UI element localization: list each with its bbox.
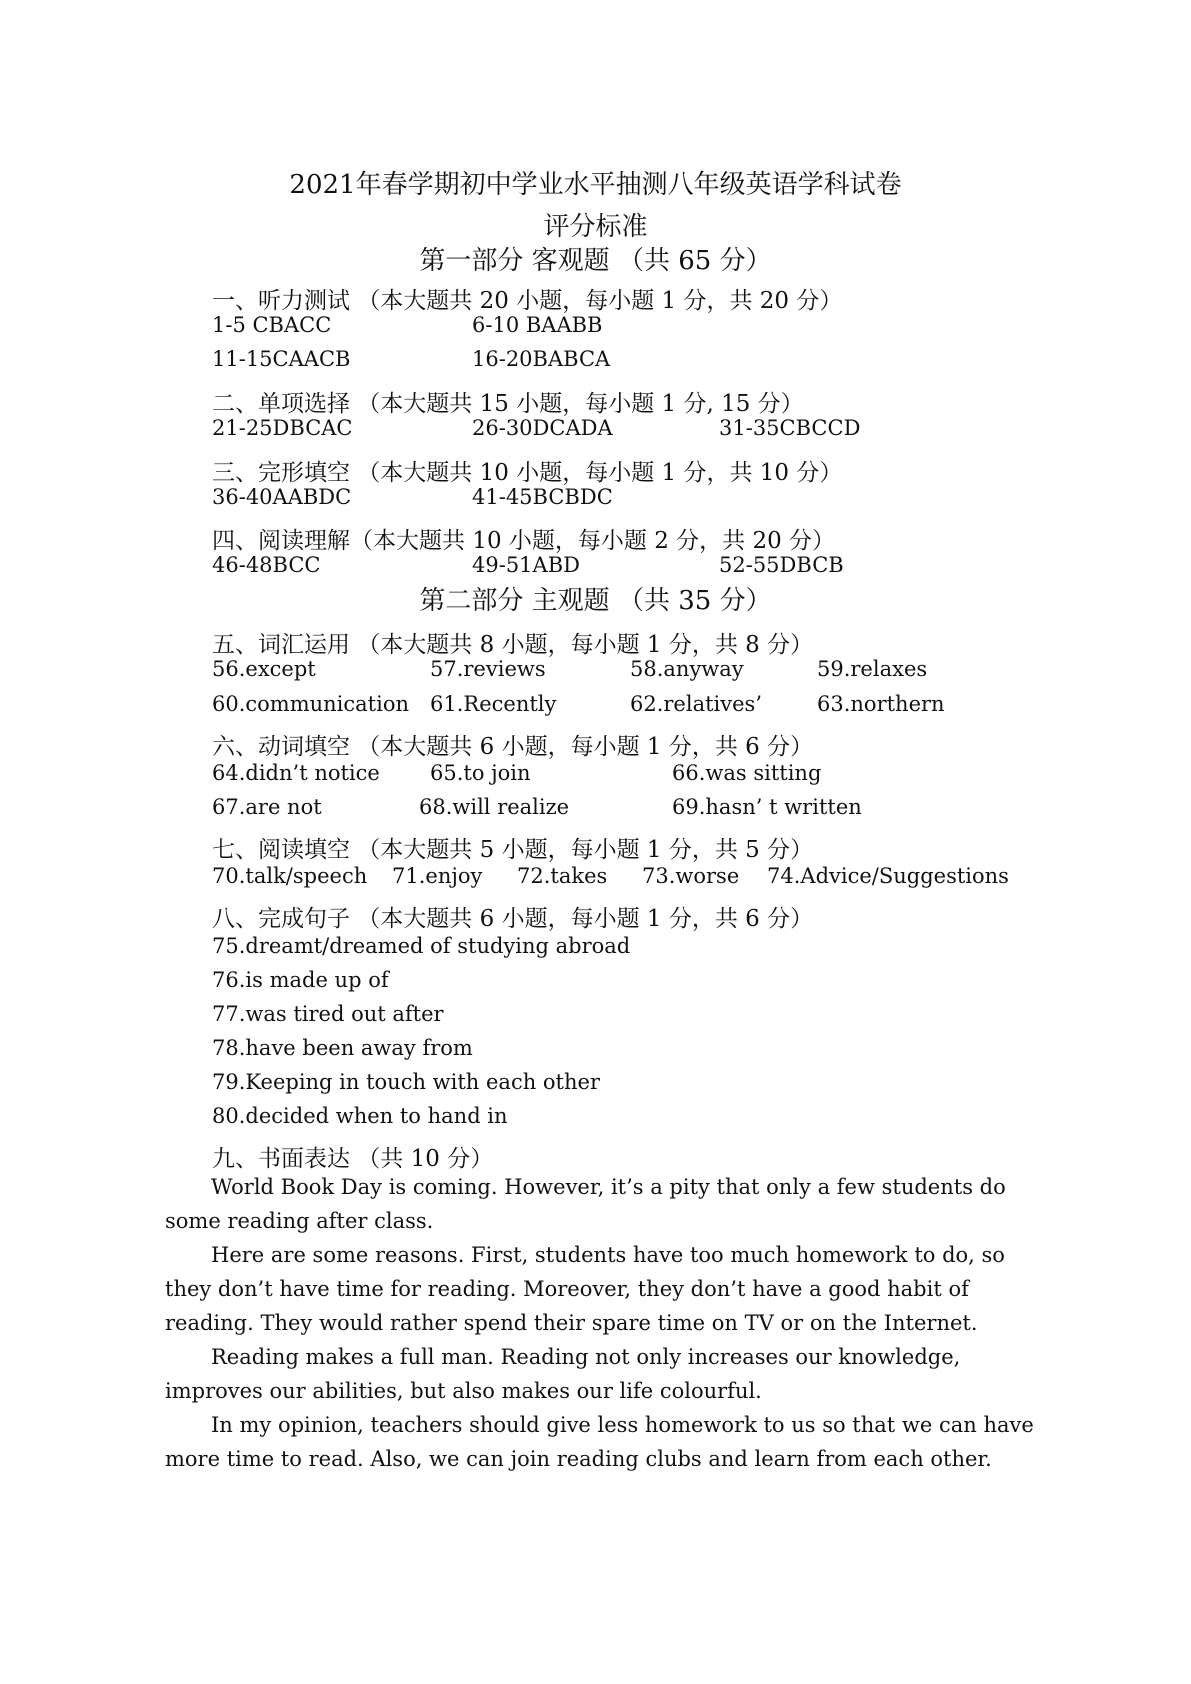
answer-cell: 52-55DBCB [719, 553, 844, 577]
answer-row [212, 347, 1112, 375]
answer-cell: 58.anyway [630, 657, 744, 681]
list-item: 79.Keeping in touch with each other [212, 1070, 600, 1094]
essay-paragraph: In my opinion, teachers should give less homework to us so that we can have more time to read. Also, we can join reading clubs and learn from each other. [165, 1413, 1034, 1471]
answer-cell: 21-25DBCAC [212, 416, 353, 440]
list-item: 77.was tired out after [212, 1002, 444, 1026]
answer-cell: 6-10 BAABB [472, 313, 603, 337]
list-item: 78.have been away from [212, 1036, 473, 1060]
answer-row [212, 485, 1112, 513]
answer-cell: 1-5 CBACC [212, 313, 332, 337]
section-heading-verb-fill: 六、动词填空 （本大题共 6 小题，每小题 1 分，共 6 分） [212, 734, 814, 760]
answer-cell: 64.didn’t notice [212, 761, 380, 785]
answer-cell: 59.relaxes [817, 657, 928, 681]
answer-cell: 56.except [212, 657, 316, 681]
list-item: 75.dreamt/dreamed of studying abroad [212, 934, 631, 958]
answer-row [212, 553, 1112, 581]
answer-cell: 66.was sitting [672, 761, 822, 785]
answer-cell: 41-45BCBDC [472, 485, 613, 509]
answer-cell: 16-20BABCA [472, 347, 611, 371]
answer-cell: 62.relatives’ [630, 692, 762, 716]
answer-cell: 11-15CAACB [212, 347, 351, 371]
answer-cell: 61.Recently [430, 692, 557, 716]
answer-cell: 68.will realize [419, 795, 570, 819]
section-heading-reading-fill: 七、阅读填空 （本大题共 5 小题，每小题 1 分，共 5 分） [212, 837, 814, 863]
answer-cell: 57.reviews [430, 657, 546, 681]
answer-row [212, 761, 1112, 789]
section-heading-single-choice: 二、单项选择 （本大题共 15 小题，每小题 1 分, 15 分） [212, 391, 804, 417]
answer-row [212, 657, 1112, 685]
section-heading-cloze: 三、完形填空 （本大题共 10 小题，每小题 1 分，共 10 分） [212, 460, 843, 486]
answer-cell: 63.northern [817, 692, 945, 716]
answer-row [212, 795, 1112, 823]
answer-cell: 46-48BCC [212, 553, 321, 577]
section-heading-listening: 一、听力测试 （本大题共 20 小题，每小题 1 分，共 20 分） [212, 288, 843, 314]
section-heading-reading: 四、阅读理解（本大题共 10 小题，每小题 2 分，共 20 分） [212, 528, 836, 554]
answer-cell: 69.hasn’ t written [672, 795, 862, 819]
answer-cell: 67.are not [212, 795, 322, 819]
part1-heading: 第一部分 客观题 （共 65 分） [419, 246, 772, 276]
part2-heading: 第二部分 主观题 （共 35 分） [419, 586, 772, 616]
answer-cell: 70.talk/speech [212, 864, 368, 888]
answer-cell: 72.takes [517, 864, 608, 888]
answer-cell: 26-30DCADA [472, 416, 613, 440]
answer-cell: 71.enjoy [392, 864, 483, 888]
page-title: 2021年春学期初中学业水平抽测八年级英语学科试卷 [289, 170, 902, 200]
list-item: 76.is made up of [212, 968, 389, 992]
answer-cell: 74.Advice/Suggestions [767, 864, 1009, 888]
answer-row [212, 313, 1112, 341]
answer-cell: 73.worse [642, 864, 740, 888]
answer-cell: 60.communication [212, 692, 409, 716]
answer-cell: 49-51ABD [472, 553, 580, 577]
answer-cell: 65.to join [430, 761, 531, 785]
answer-cell: 36-40AABDC [212, 485, 352, 509]
essay-paragraph: Reading makes a full man. Reading not only increases our knowledge, improves our abilities, but also makes our life colourful. [165, 1345, 961, 1403]
answer-cell: 31-35CBCCD [719, 416, 861, 440]
page-subtitle: 评分标准 [543, 212, 648, 242]
section-heading-sentences: 八、完成句子 （本大题共 6 小题，每小题 1 分，共 6 分） [212, 906, 814, 932]
model-essay [165, 1170, 1045, 1476]
essay-paragraph: Here are some reasons. First, students have too much homework to do, so they don’t have time for reading. Moreover, they don’t have a good habit of reading. They would rather spend their spare time on TV or on the Internet. [165, 1243, 1005, 1335]
answer-row [212, 416, 1112, 444]
section-heading-writing: 九、书面表达 （共 10 分） [212, 1146, 494, 1172]
answer-row [212, 692, 1112, 720]
section-heading-vocabulary: 五、词汇运用 （本大题共 8 小题，每小题 1 分，共 8 分） [212, 632, 814, 658]
list-item: 80.decided when to hand in [212, 1104, 508, 1128]
answer-row [212, 864, 1112, 892]
essay-paragraph: World Book Day is coming. However, it’s a pity that only a few students do some reading after class. [165, 1175, 1006, 1233]
